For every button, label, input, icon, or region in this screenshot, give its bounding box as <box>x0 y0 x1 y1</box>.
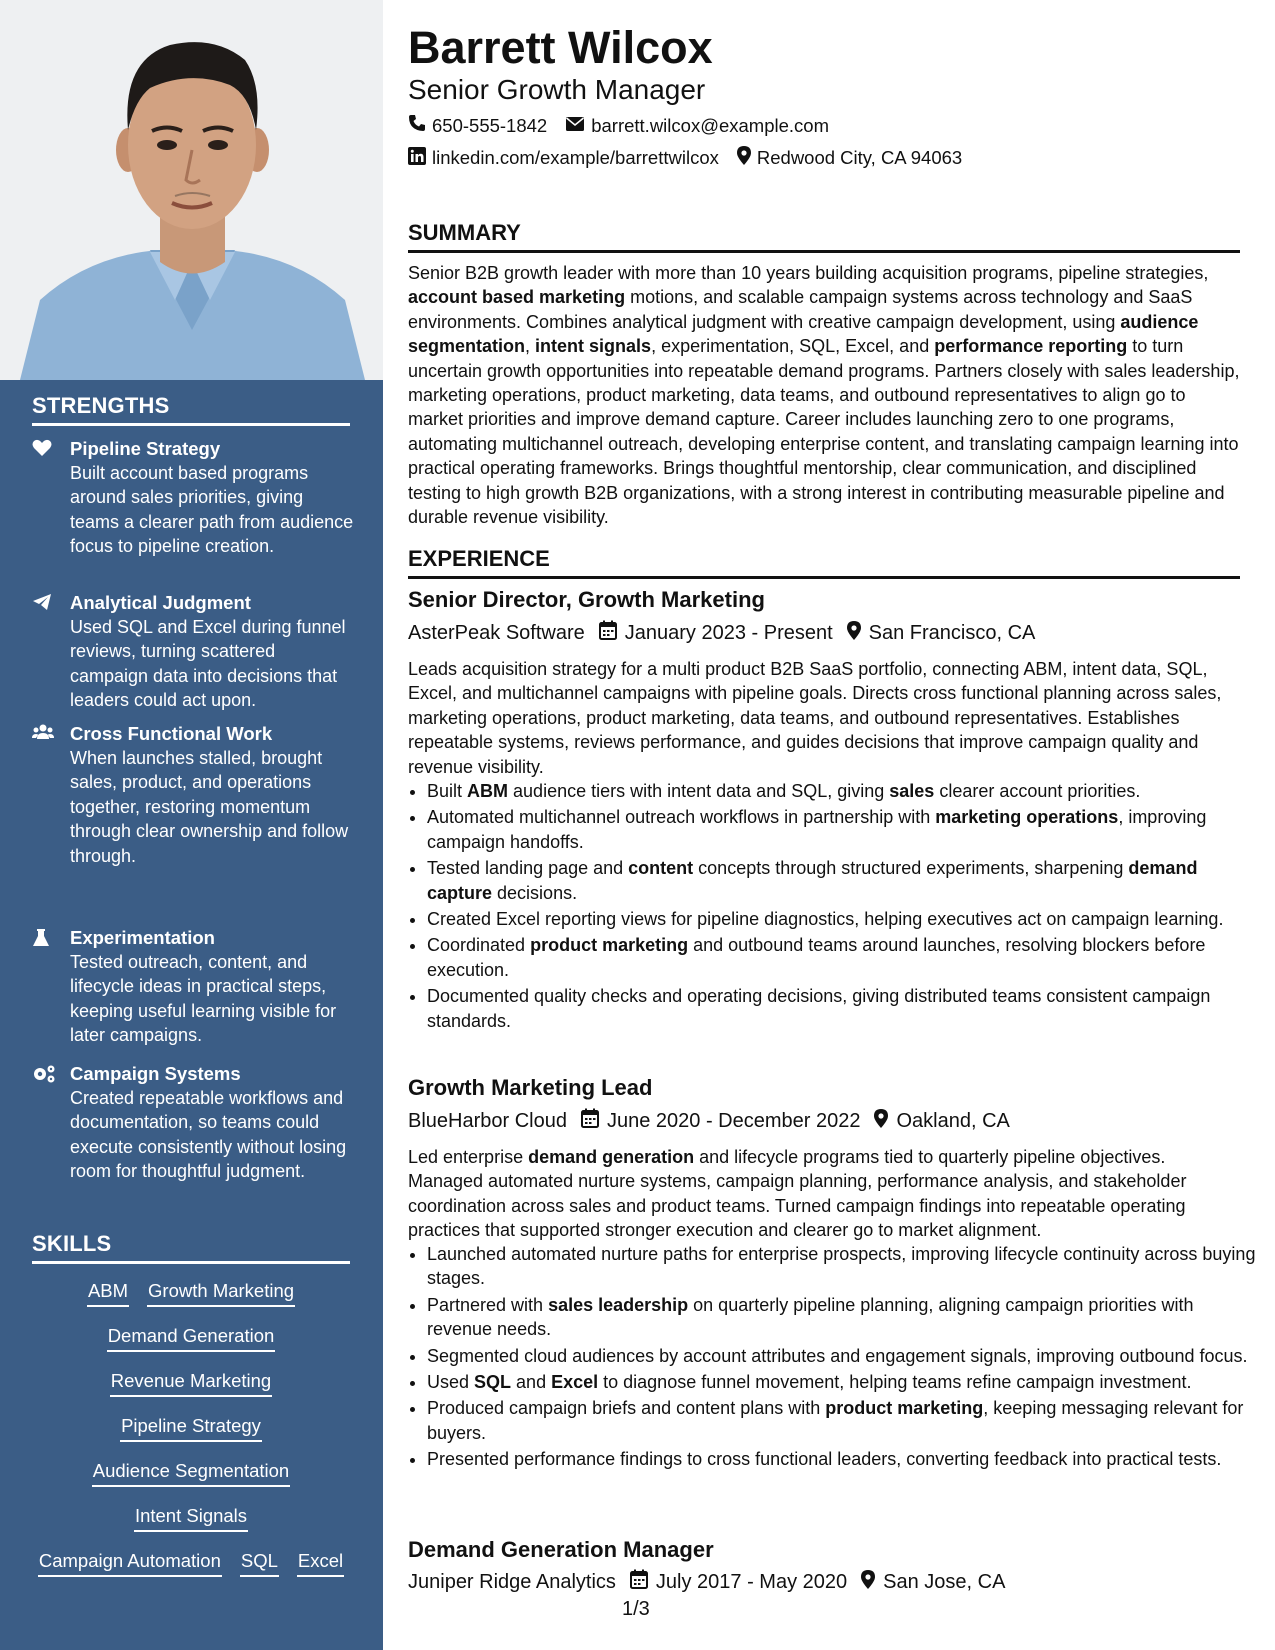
bold-text: ABM <box>467 781 509 801</box>
job-location: San Jose, CA <box>883 1570 1006 1593</box>
text-run: motions, and scalable campaign systems across technology and SaaS environments. Combines analytical judgment with creative campaign development, using <box>408 287 1193 332</box>
location: Redwood City, CA 94063 <box>756 147 963 168</box>
bullet-item <box>427 779 1259 803</box>
bold-text: audience segmentation <box>408 311 1199 357</box>
text-run: audience tiers with intent data and SQL, giving <box>508 781 890 801</box>
bullet-item <box>427 805 1259 854</box>
text-run: Created Excel reporting views for pipeline diagnostics, helping executives act on campaign learning. <box>427 909 1224 930</box>
bold-text: Excel <box>551 1372 599 1393</box>
bold-text: intent signals <box>535 336 652 357</box>
bold-text: demand capture <box>427 858 1198 903</box>
job-title: Growth Marketing Lead <box>408 1075 653 1100</box>
profile-photo <box>0 0 383 380</box>
location-pin-icon <box>860 1109 896 1134</box>
job-dates: June 2020 - December 2022 <box>606 1109 861 1132</box>
bullet-item <box>427 1370 1259 1394</box>
job-location: San Francisco, CA <box>868 621 1036 644</box>
heart-icon <box>32 439 54 459</box>
strength-description: Used SQL and Excel during funnel reviews, turning scattered campaign data into decisions that leaders could act upon. <box>70 617 346 711</box>
text-run: on quarterly pipeline planning, aligning campaign priorities with revenue needs. <box>427 1294 1194 1340</box>
text-run: Launched automated nurture paths for enterprise prospects, improving lifecycle continuity across buying stages. <box>427 1244 1256 1289</box>
bold-text: product marketing <box>530 935 689 956</box>
text-run: Presented performance findings to cross functional leaders, converting feedback into practical tests. <box>427 1449 1222 1470</box>
job-meta <box>408 1108 1010 1134</box>
strength-item <box>32 722 354 868</box>
summary-text <box>408 261 1240 529</box>
calendar-icon <box>585 620 625 646</box>
strength-description: Created repeatable workflows and documentation, so teams could execute consistently without losing room for thoughtful judgment. <box>70 1088 347 1182</box>
text-run: Produced campaign briefs and content plans with <box>427 1398 826 1419</box>
location-pin-icon <box>833 621 869 646</box>
skill-tag: SQL <box>240 1548 279 1577</box>
contact-row <box>408 146 962 170</box>
job-meta <box>408 620 1035 646</box>
linkedin-icon <box>408 147 432 170</box>
job-summary <box>408 657 1240 779</box>
bold-text: demand generation <box>528 1147 695 1167</box>
bold-text: SQL <box>474 1372 512 1393</box>
skill-tag: Campaign Automation <box>38 1548 222 1577</box>
text-run: , experimentation, SQL, Excel, and <box>651 336 935 357</box>
skill-tag: ABM <box>87 1278 129 1307</box>
strengths-heading: STRENGTHS <box>32 393 350 426</box>
strength-item <box>32 591 354 713</box>
text-run: decisions. <box>492 882 578 903</box>
job-summary <box>408 1145 1240 1243</box>
text-run: Partnered with <box>427 1294 549 1315</box>
bullet-item <box>427 907 1259 931</box>
users-icon <box>32 724 54 744</box>
skill-tag: Revenue Marketing <box>110 1368 272 1397</box>
bullet-item <box>427 1344 1259 1368</box>
strength-title: Cross Functional Work <box>70 723 273 744</box>
flask-icon <box>32 928 54 948</box>
strength-item <box>32 926 354 1048</box>
text-run: Documented quality checks and operating decisions, giving distributed teams consistent campaign standards. <box>427 986 1211 1031</box>
email[interactable]: barrett.wilcox@example.com <box>591 114 829 136</box>
skills-list <box>32 1278 350 1593</box>
job-meta <box>408 1569 1005 1595</box>
company: Juniper Ridge Analytics <box>408 1570 616 1593</box>
phone[interactable]: 650-555-1842 <box>432 114 548 136</box>
text-run: and lifecycle programs tied to quarterly pipeline objectives. Managed automated nurture systems, campaign planning, performance analysis, and stakeholder coordination across sales and product teams. Turned campaign findings into repeatable operating practices that supported stronger execution and clearer go to market alignment. <box>408 1147 1187 1241</box>
skill-tag: Pipeline Strategy <box>120 1413 262 1442</box>
location-pin-icon <box>847 1570 883 1595</box>
skill-tag: Intent Signals <box>134 1503 248 1532</box>
skill-tag: Excel <box>297 1548 344 1577</box>
job-title: Senior Director, Growth Marketing <box>408 587 765 612</box>
strength-title: Analytical Judgment <box>70 592 251 613</box>
email-icon <box>565 115 591 137</box>
text-run: and <box>511 1372 552 1393</box>
text-run: and outbound teams around launches, resolving blockers before execution. <box>427 935 1206 980</box>
strength-title: Campaign Systems <box>70 1063 241 1084</box>
calendar-icon <box>616 1569 656 1595</box>
sidebar <box>0 0 383 1650</box>
bullet-item <box>427 1293 1259 1342</box>
text-run: to diagnose funnel movement, helping teams refine campaign investment. <box>598 1372 1192 1393</box>
candidate-title: Senior Growth Manager <box>408 74 706 105</box>
strength-description: Tested outreach, content, and lifecycle ideas in practical steps, keeping useful learning visible for later campaigns. <box>70 952 337 1046</box>
bullet-item <box>427 984 1259 1033</box>
text-run: , keeping messaging relevant for buyers. <box>427 1398 1244 1443</box>
text-run: Led enterprise <box>408 1147 529 1167</box>
calendar-icon <box>567 1108 607 1134</box>
text-run: clearer account priorities. <box>934 781 1141 801</box>
candidate-name: Barrett Wilcox <box>408 22 713 73</box>
bold-text: account based marketing <box>408 287 626 308</box>
company: BlueHarbor Cloud <box>408 1109 567 1132</box>
text-run: Tested landing page and <box>427 858 629 879</box>
summary-heading: SUMMARY <box>408 220 1240 253</box>
page-number: 1/3 <box>622 1598 650 1620</box>
text-run: concepts through structured experiments, sharpening <box>693 858 1129 879</box>
location-pin-icon <box>737 146 757 170</box>
skill-tag: Demand Generation <box>107 1323 276 1352</box>
job-location: Oakland, CA <box>896 1109 1010 1132</box>
linkedin-link[interactable]: linkedin.com/example/barrettwilcox <box>432 147 719 168</box>
bullet-item <box>427 1242 1259 1291</box>
skill-tag: Growth Marketing <box>147 1278 295 1307</box>
skills-heading: SKILLS <box>32 1231 350 1264</box>
gears-icon <box>32 1064 54 1084</box>
text-run: Automated multichannel outreach workflows in partnership with <box>427 807 936 828</box>
bold-text: sales <box>889 781 935 801</box>
bold-text: marketing operations <box>935 807 1119 828</box>
job-dates: July 2017 - May 2020 <box>655 1570 848 1593</box>
bold-text: content <box>628 858 694 879</box>
strength-item <box>32 437 354 559</box>
bold-text: performance reporting <box>934 336 1128 357</box>
strength-title: Pipeline Strategy <box>70 438 221 459</box>
job-bullets <box>408 1242 1259 1474</box>
text-run: Leads acquisition strategy for a multi product B2B SaaS portfolio, connecting ABM, intent data, SQL, Excel, and multichannel campaigns with pipeline goals. Directs cross functional planning across sales, marketing operations, product marketing, data teams, and outbound representatives. Establishes repeatable systems, reviews performance, and guides decisions that improve campaign quality and revenue visibility. <box>408 659 1222 777</box>
text-run: , <box>525 336 536 357</box>
paper-plane-icon <box>32 593 54 613</box>
contact-row <box>408 114 829 137</box>
bold-text: product marketing <box>825 1398 984 1419</box>
bullet-item <box>427 1396 1259 1445</box>
bullet-item <box>427 933 1259 982</box>
text-run: Segmented cloud audiences by account attributes and engagement signals, improving outbound focus. <box>427 1345 1248 1366</box>
text-run: , improving campaign handoffs. <box>427 807 1207 852</box>
strength-item <box>32 1062 354 1184</box>
text-run: to turn uncertain growth opportunities into repeatable demand programs. Partners closely with sales leadership, marketing operations, product marketing, data teams, and outbound representatives to align go to market priorities and improve demand capture. Career includes launching zero to one programs, automating multichannel outreach, developing enterprise content, and translating campaign learning into practical operating frameworks. Brings thoughtful mentorship, clear communication, and disciplined testing to high growth B2B organizations, with a strong interest in contributing measurable pipeline and durable revenue visibility. <box>408 336 1240 528</box>
text-run: Coordinated <box>427 935 531 956</box>
bullet-item <box>427 856 1259 905</box>
experience-heading: EXPERIENCE <box>408 546 1240 579</box>
text-run: Built <box>427 781 468 801</box>
strength-description: When launches stalled, brought sales, product, and operations together, restoring momentum through clear ownership and follow through. <box>70 748 349 866</box>
job-dates: January 2023 - Present <box>624 621 833 644</box>
text-run: Senior B2B growth leader with more than 10 years building acquisition programs, pipeline strategies, <box>408 263 1209 283</box>
strength-description: Built account based programs around sales priorities, giving teams a clearer path from audience focus to pipeline creation. <box>70 463 354 557</box>
bullet-item <box>427 1447 1259 1471</box>
company: AsterPeak Software <box>408 621 585 644</box>
strength-title: Experimentation <box>70 927 215 948</box>
phone-icon <box>408 114 432 137</box>
text-run: Used <box>427 1372 475 1393</box>
job-title: Demand Generation Manager <box>408 1537 714 1562</box>
job-bullets <box>408 779 1259 1035</box>
skill-tag: Audience Segmentation <box>92 1458 290 1487</box>
bold-text: sales leadership <box>548 1294 689 1315</box>
